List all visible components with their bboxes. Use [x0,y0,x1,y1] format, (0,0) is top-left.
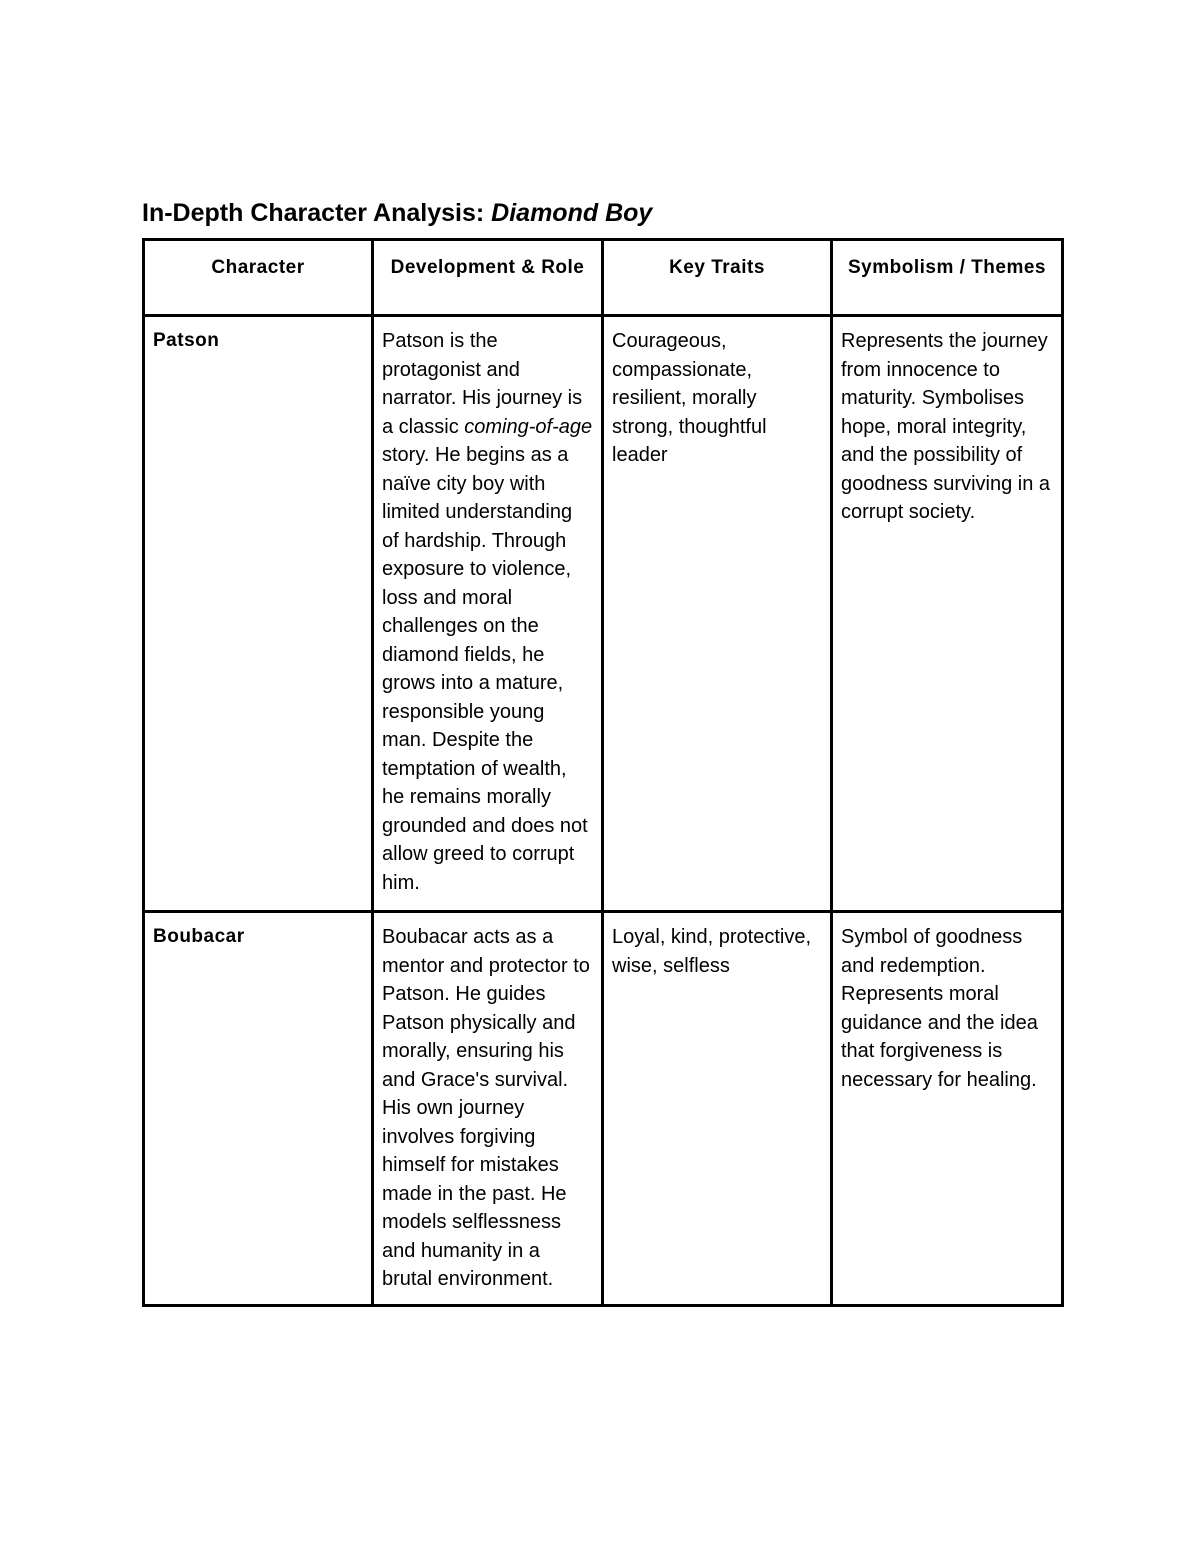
character-name: Patson [153,330,220,351]
table-row [144,912,1063,1306]
header-character: Character [144,240,373,316]
traits-text: Courageous, compassionate, resilient, morally strong, thoughtful leader [612,330,767,466]
document-title [142,197,652,229]
symbolism-text: Represents the journey from innocence to maturity. Symbolises hope, moral integrity, and the possibility of goodness surviving in a corrupt society. [841,330,1051,523]
character-name-cell [144,316,373,912]
development-text-emphasis: coming-of-age [464,415,593,438]
development-cell [373,316,603,912]
development-text [382,327,593,897]
traits-cell [603,912,832,1306]
table-header-row [144,240,1063,316]
table-row [144,316,1063,912]
title-prefix: In-Depth Character Analysis: [142,199,492,227]
traits-cell [603,316,832,912]
development-text-part: Patson is the protagonist and narrator. His journey is a classic [382,330,583,438]
traits-text: Loyal, kind, protective, wise, selfless [612,926,811,977]
character-name-cell [144,912,373,1306]
symbolism-cell [832,316,1063,912]
development-cell [373,912,603,1306]
character-analysis-table [142,238,1064,1307]
development-text: Boubacar acts as a mentor and protector to Patson. He guides Patson physically and morally, ensuring his and Grace's survival. His own journey involves forgiving himself for mistakes made in the past. He models selflessness and humanity in a brutal environment. [382,926,590,1290]
character-name: Boubacar [153,926,245,947]
symbolism-cell [832,912,1063,1306]
development-text-part: story. He begins as a naïve city boy with limited understanding of hardship. Through exposure to violence, loss and moral challenges on the diamond fields, he grows into a mature, responsible young man. Despite the temptation of wealth, he remains morally grounded and does not allow greed to corrupt him. [382,444,588,894]
header-symbolism-themes: Symbolism / Themes [832,240,1063,316]
symbolism-text: Symbol of goodness and redemption. Represents moral guidance and the idea that forgiveness is necessary for healing. [841,926,1038,1091]
header-key-traits: Key Traits [603,240,832,316]
header-development-role: Development & Role [373,240,603,316]
title-book-name: Diamond Boy [491,199,653,227]
